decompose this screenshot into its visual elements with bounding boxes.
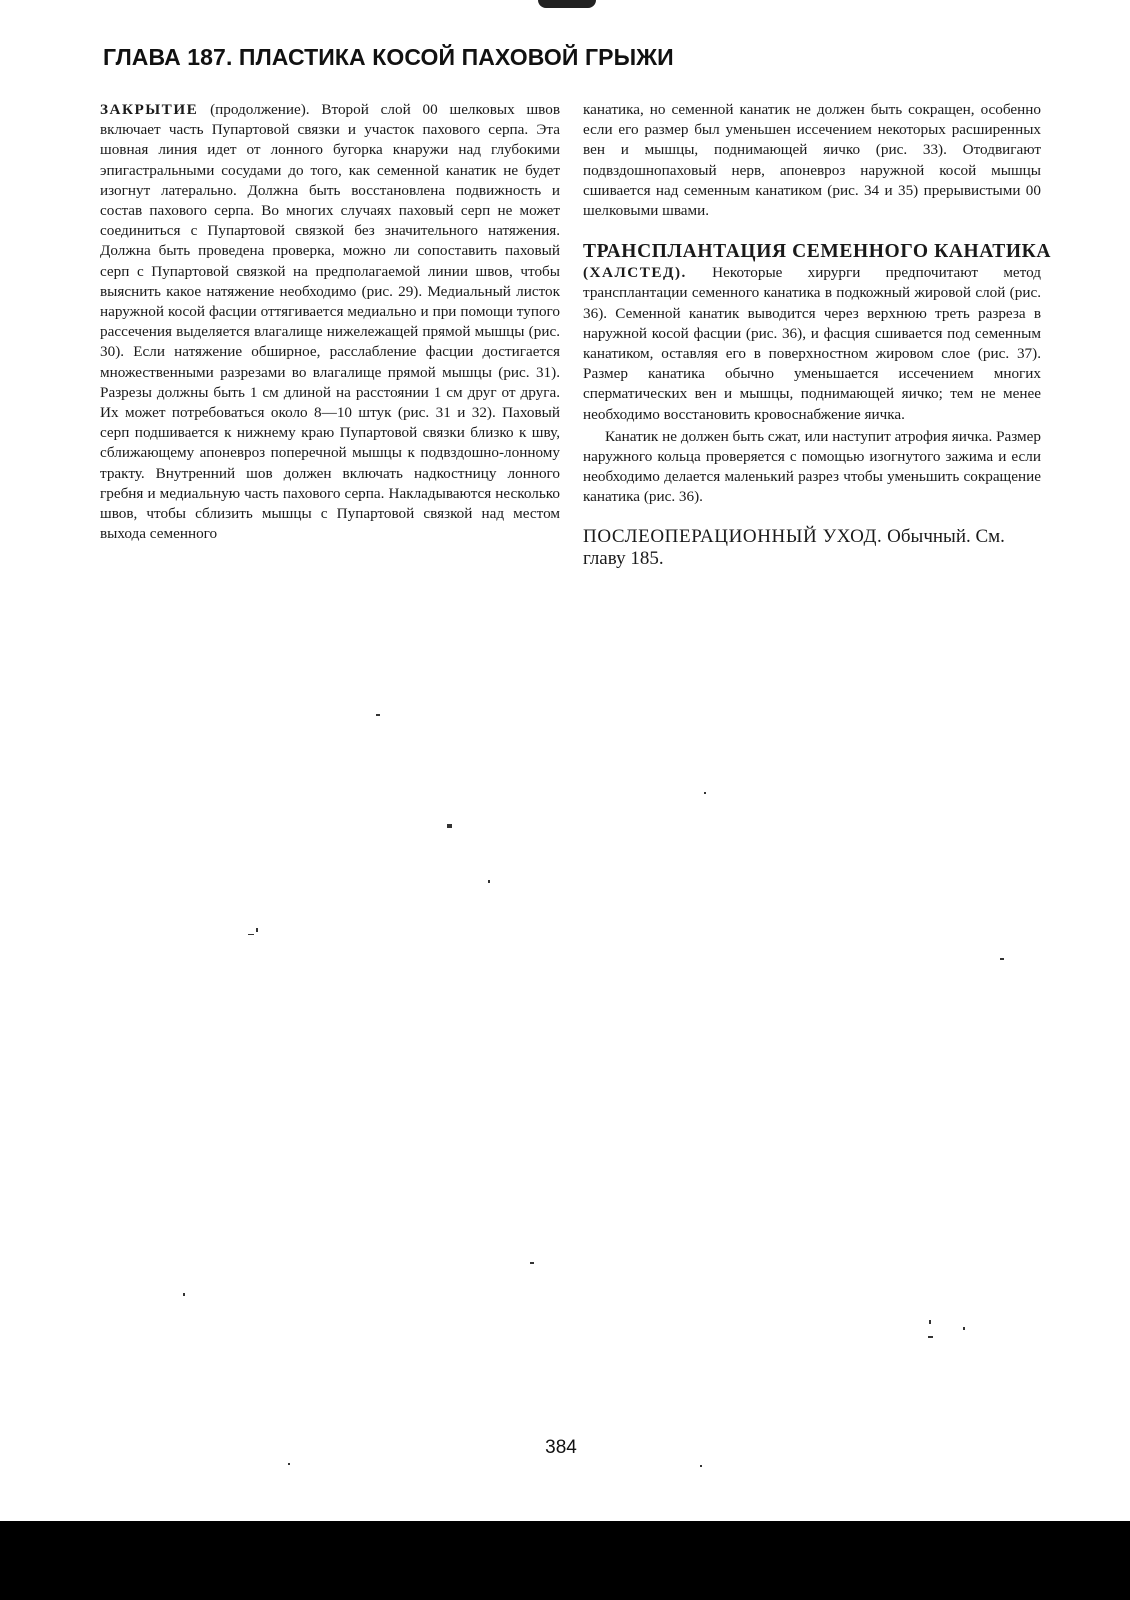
postop-text: Обычный. См. главу 185. [583,525,1005,569]
scan-speck [928,1336,933,1338]
scan-speck [183,1293,185,1296]
left-paragraph [100,100,560,544]
scan-speck [704,792,706,794]
scan-speck [963,1327,965,1330]
postop-heading: ПОСЛЕОПЕРАЦИОННЫЙ УХОД. [583,525,883,547]
transplant-paragraph-text: Некоторые хирурги предпочитают метод трансплантации семенного канатика в подкожный жировой слой (рис. 36). Семенной канатик выводится через верхнюю треть разреза в наружной косой фасции (рис. 36), и фасция сшивается под семенным канатиком, оставляя его в поверхностном жировом слое (рис. 37). Размер канатика обычно уменьшается иссечением многих сперматических вен и мышцы, поднимающей яичко; тем не менее необходимо восстановить кровоснабжение яичка. [583,264,1041,423]
scan-speck [248,934,254,935]
postop-paragraph [583,526,1041,570]
scan-speck [288,1463,290,1465]
page-number: 384 [545,1437,577,1458]
right-column [583,100,1052,570]
scan-speck [929,1320,931,1324]
transplant-paragraph [583,263,1041,425]
cord-paragraph: Канатик не должен быть сжат, или наступит атрофия яичка. Размер наружного кольца проверяется с помощью изогнутого зажима и если необходимо делается маленький разрез чтобы уменьшить сокращение канатика (рис. 36). [583,427,1041,506]
section-subheading: (ХАЛСТЕД). [583,264,687,282]
section-heading-transplant: ТРАНСПЛАНТАЦИЯ СЕМЕННОГО КАНАТИКА [583,241,1052,263]
left-column [100,100,560,544]
continuation-paragraph: канатика, но семенной канатик не должен быть сокращен, особенно если его размер был уменьшен иссечением некоторых расширенных вен и мышцы, поднимающей яичко (рис. 33). Отодвигают подвздошнопаховый нерв, апоневроз наружной косой мышцы сшивается над семенным канатиком (рис. 34 и 35) прерывистыми 00 шелковыми швами. [583,101,1041,220]
scan-speck [488,880,490,883]
scan-border-bottom [0,1521,1130,1600]
chapter-title: ГЛАВА 187. ПЛАСТИКА КОСОЙ ПАХОВОЙ ГРЫЖИ [103,44,674,70]
scan-speck [447,824,452,828]
scan-speck [256,928,258,932]
scan-speck [1000,958,1004,960]
scan-speck [530,1262,534,1264]
lead-word: ЗАКРЫТИЕ [100,101,199,118]
left-paragraph-text: (продолжение). Второй слой 00 шелковых швов включает часть Пупартовой связки и участок пахового серпа. Эта шовная линия идет от лонного бугорка кнаружи над глубокими эпигастральными сосудами до того, как семенной канатик не будет изогнут латерально. Должна быть восстановлена подвижность и состав пахового серпа. Во многих случаях паховый серп не может соединиться с Пупартовой связкой без значительного натяжения. Должна быть проведена проверка, можно ли сопоставить паховый серп с Пупартовой связкой на предполагаемой линии швов, чтобы выяснить какое натяжение необходимо (рис. 29). Медиальный листок наружной косой фасции оттягивается медиально и при помощи тупого рассечения выделяется влагалище нижележащей прямой мышцы (рис. 30). Если натяжение обширное, расслабление фасции достигается множественными разрезами во влагалище прямой мышцы (рис. 31). Разрезы должны быть 1 см длиной на расстоянии 1 см друг от друга. Их может потребоваться около 8—10 штук (рис. 31 и 32). Паховый серп подшивается к нижнему краю Пупартовой связки близко к шву, сближающему апоневроз поперечной мышцы к подвздошно-лонному тракту. Внутренний шов должен включать надкостницу лонного гребня и медиальную часть пахового серпа. Накладываются несколько швов, чтобы сблизить мышцы с Пупартовой связкой над местом выхода семенного [100,101,561,543]
scan-speck [376,714,380,716]
scan-speck [700,1465,702,1467]
scan-mark [538,0,596,8]
